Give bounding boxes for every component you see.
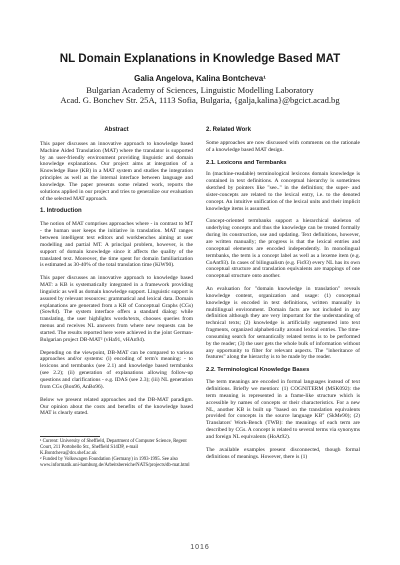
left-column (40, 127, 193, 423)
intro-paragraph-1: The notion of MAT comprises approaches where - in contrast to MT - the human user keeps the initiative in translation. MAT ranges between intelligent text editors and workbenches aiming at user modelling and partial MT. A principal problem, however, is the support of domain knowledge since it affects the quality of the translated text. Moreover, the time spent for domain familiarization is estimated as 30-40% of the total translation time (KiW90). (40, 221, 193, 269)
lexicons-heading: 2.1. Lexicons and Termbanks (206, 159, 287, 166)
page-number: 1016 (190, 544, 210, 551)
affiliation-line-1: Bulgarian Academy of Sciences, Linguistic Modelling Laboratory (86, 85, 314, 95)
related-work-heading: 2. Related Work (206, 127, 251, 133)
paper-title: NL Domain Explanations in Knowledge Based MAT (59, 52, 341, 65)
intro-paragraph-2: This paper discusses an innovative approach to knowledge based MAT: a KB is systematically integrated in a framework providing linguistic as well as domain knowledge support. Linguistic support is assured by relevant resources: grammatical and lexical data. Domain explanations are generated from a KB of Conceptual Graphs (CGs) (Sow84). The system interface offers a standard dialog: while translating, the user highlights words/texts, chooses queries from menus and receives NL answers from where new requests can be started. The results reported here were achieved in the joint German-Bulgarian project DB-MAT² (vHa91, vHAn94). (40, 275, 193, 343)
right-column (206, 127, 360, 466)
intro-heading: 1. Introduction (40, 208, 82, 215)
intro-paragraph-4: Below we present related approaches and the DB-MAT paradigm. Our opinion about the costs and benefits of the knowledge based MAT is clearly stated. (40, 396, 193, 417)
footnote-1: ¹ Current: University of Sheffield, Department of Computer Science, Regent Court, 211 Portobello Str., Sheffield S14DP, e-mail K.Bontcheva@dcs.shef.ac.uk (40, 439, 187, 456)
lexicons-paragraph-3: An evaluation for "domain knowledge in translation" reveals knowledge content, organization and usage: (1) conceptual knowledge is encoded in text definitions, written manually in multilingual environment. Domain facts are not included in any definition although they are very important for the understanding of technical texts; (2) knowledge is artificially segmented into text fragments, organized alphabetically around lexical entries. The time-consuming search for semantically related terms is to be performed by the reader; (3) the user gets the whole bulk of information without any opportunity to filter for relevant aspects. The "inheritance of features" along the hierarchy is to be made by the reader. (206, 286, 360, 361)
kb-heading: 2.2. Terminological Knowledge Bases (206, 367, 310, 374)
footnote-2: ² Funded by Volkswagen Foundation (Germany) in 1993-1995. See also www.informatik.uni-hamburg.de/Arbeitsbereiche/NATS/projects/db-mat.html (40, 457, 190, 468)
lexicons-paragraph-2: Concept-oriented termbanks support a hierarchical skeleton of underlying concepts and thus the knowledge can be treated formally during its construction, use and updating. Text definitions, however, are written manually; the progress is that the lexical entries and conceptual elements are encoded independently. In monolingual termbanks, the term is a concept label as well as a lexeme item (e.g. CoAnt93). In cases of bilingualism (e.g. Fis93) every NL has its own conceptual structure and translation equivalents are mappings of one conceptual structure onto another. (206, 218, 360, 280)
footnotes (40, 439, 193, 469)
kb-paragraph-1: The term meanings are encoded in formal languages instead of text definitions. Briefly we mention: (1) COGNITERM (MSK092): the term meaning is represented in a frame-like structure which is accessible by names of concepts or their characteristics. For a new NL, another KB is built up "based on the translation equivalents provided for concepts in the source language KB" (SkMe90); (2) Translators' Work-Bench (TWB): the meanings of each term are described by CGs. A concept is related to several terms via synonyms and foreign NL equivalents (HoAt92). (206, 379, 360, 440)
related-work-intro: Some approaches are now discussed with comments on the rationale of a knowledge based MAT design. (206, 139, 360, 153)
affiliation (0, 85, 400, 105)
intro-paragraph-3: Depending on the viewpoint, DB-MAT can be compared to various approaches and/or systems: (i) encoding of term's meaning: - to lexicons and termbanks (see 2.1) and knowledge based termbanks (see 2.2); (ii) generation of explanations allowing follow-up questions and clarifications - e.g. IDAS (see 2.3); (iii) NL generation from CGs (Bon96, AnBo96). (40, 349, 193, 390)
lexicons-paragraph-1: In (machine-readable) terminological lexicons domain knowledge is contained in text definitions. A conceptual hierarchy is sometimes sketched by pointers like "see.." in the definition; the super- and sister-concepts are related to the lexical entry, i.e. to the denoted concept. An intuitive unification of the lexical units and their implicit knowledge items is assumed. (206, 171, 360, 212)
affiliation-line-2: Acad. G. Bonchev Str. 25A, 1113 Sofia, Bulgaria, {galja,kalina}@bgcict.acad.bg (60, 95, 340, 105)
paper-authors: Galia Angelova, Kalina Bontcheva¹ (134, 74, 266, 83)
abstract-heading: Abstract (104, 127, 129, 133)
footnote-rule (40, 436, 100, 437)
kb-paragraph-2: The available examples present disconnected, though formal definitions of meanings. However, there is (1) (206, 446, 360, 460)
abstract-text: This paper discusses an innovative approach to knowledge based Machine Aided Translation (MAT) where the translator is supported by an user-friendly environment providing linguistic and domain knowledge explanations. Our project aims at integration of a Knowledge Base (KB) in a MAT system and studies the integration principles as well as the internal interface between language and knowledge. The paper presents some related work, reports the solutions applied in our project and tries to generalize our evaluation of the selected MAT approach. (40, 140, 193, 202)
